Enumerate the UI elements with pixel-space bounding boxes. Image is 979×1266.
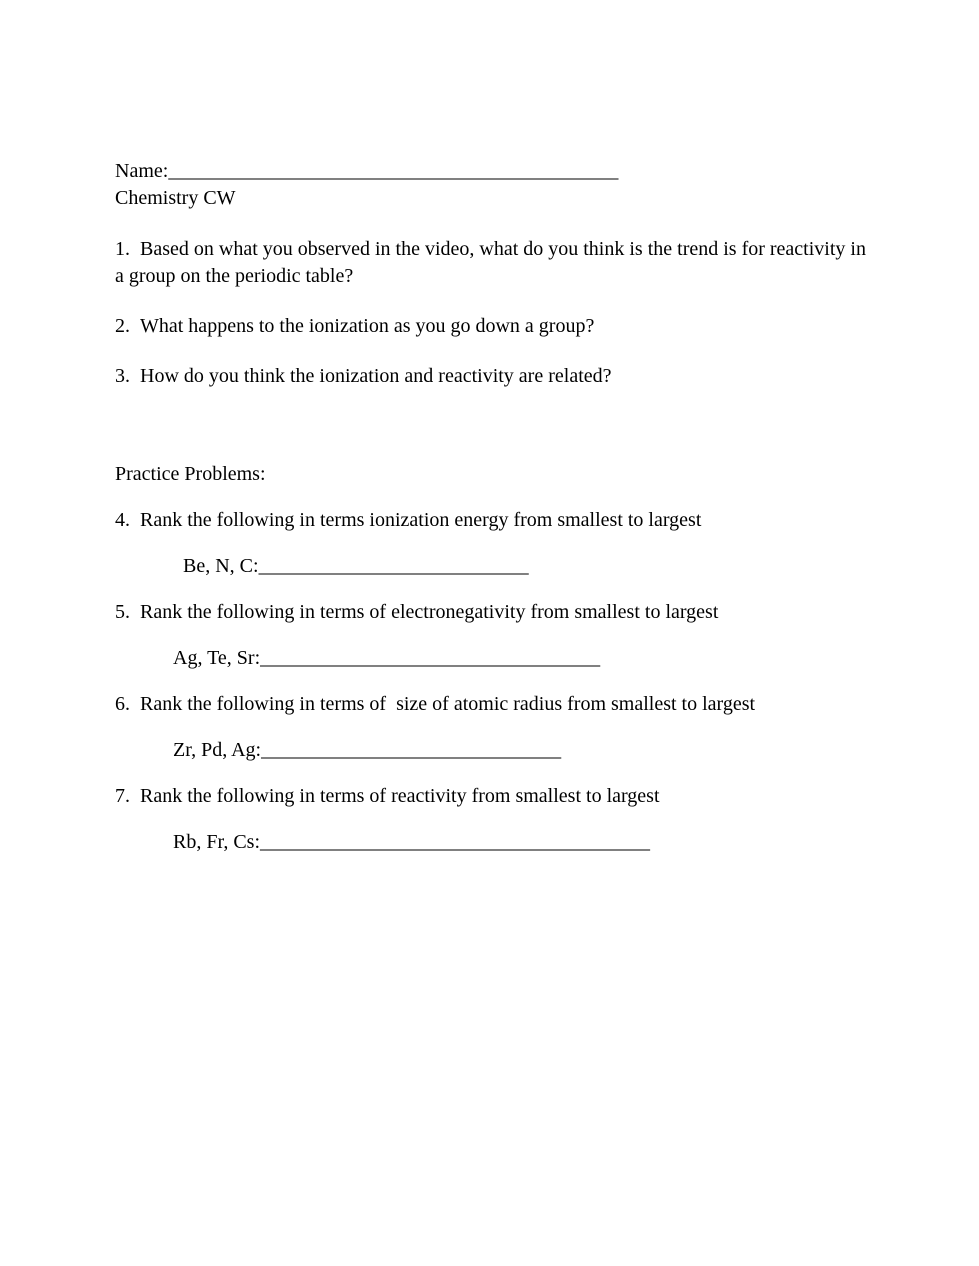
question-3-number: 3.	[115, 365, 130, 387]
question-5-answer-label: Ag, Te, Sr:	[173, 647, 261, 669]
question-5	[115, 599, 877, 626]
question-4	[115, 507, 877, 534]
question-1	[115, 236, 877, 290]
question-6-number: 6.	[115, 693, 130, 715]
question-7	[115, 783, 877, 810]
question-6-answer-label: Zr, Pd, Ag:	[173, 739, 262, 761]
question-4-number: 4.	[115, 509, 130, 531]
question-6-text: Rank the following in terms of size of atomic radius from smallest to largest	[140, 693, 756, 715]
name-label: Name:	[115, 160, 169, 182]
question-4-text: Rank the following in terms ionization energy from smallest to largest	[140, 509, 702, 531]
question-5-answer-line	[115, 645, 879, 672]
question-2-number: 2.	[115, 315, 130, 337]
question-7-answer-blank: _______________________________________	[260, 831, 651, 853]
question-6-answer-blank: ______________________________	[261, 739, 562, 761]
question-4-answer-blank: ___________________________	[258, 555, 529, 577]
question-5-text: Rank the following in terms of electronegativity from smallest to largest	[140, 601, 719, 623]
question-1-text: Based on what you observed in the video, what do you think is the trend is for reactivity in a group on the periodic table?	[115, 238, 871, 287]
worksheet-header	[115, 158, 879, 212]
question-7-answer-label: Rb, Fr, Cs:	[173, 831, 261, 853]
course-title: Chemistry CW	[115, 187, 236, 209]
question-4-answer-label: Be, N, C:	[183, 555, 259, 577]
practice-problems-heading: Practice Problems:	[115, 463, 266, 485]
question-7-text: Rank the following in terms of reactivity from smallest to largest	[140, 785, 660, 807]
question-3	[115, 363, 877, 390]
question-5-answer-blank: __________________________________	[260, 647, 601, 669]
question-7-answer-line	[115, 829, 879, 856]
question-1-number: 1.	[115, 238, 130, 260]
question-7-number: 7.	[115, 785, 130, 807]
question-2-text: What happens to the ionization as you go down a group?	[140, 315, 595, 337]
question-6-answer-line	[115, 737, 879, 764]
question-5-number: 5.	[115, 601, 130, 623]
question-3-text: How do you think the ionization and reactivity are related?	[140, 365, 612, 387]
name-blank-line: _____________________________________________	[168, 160, 619, 182]
question-2	[115, 313, 877, 340]
question-4-answer-line	[115, 553, 879, 580]
question-6	[115, 691, 877, 718]
name-line	[115, 158, 877, 185]
